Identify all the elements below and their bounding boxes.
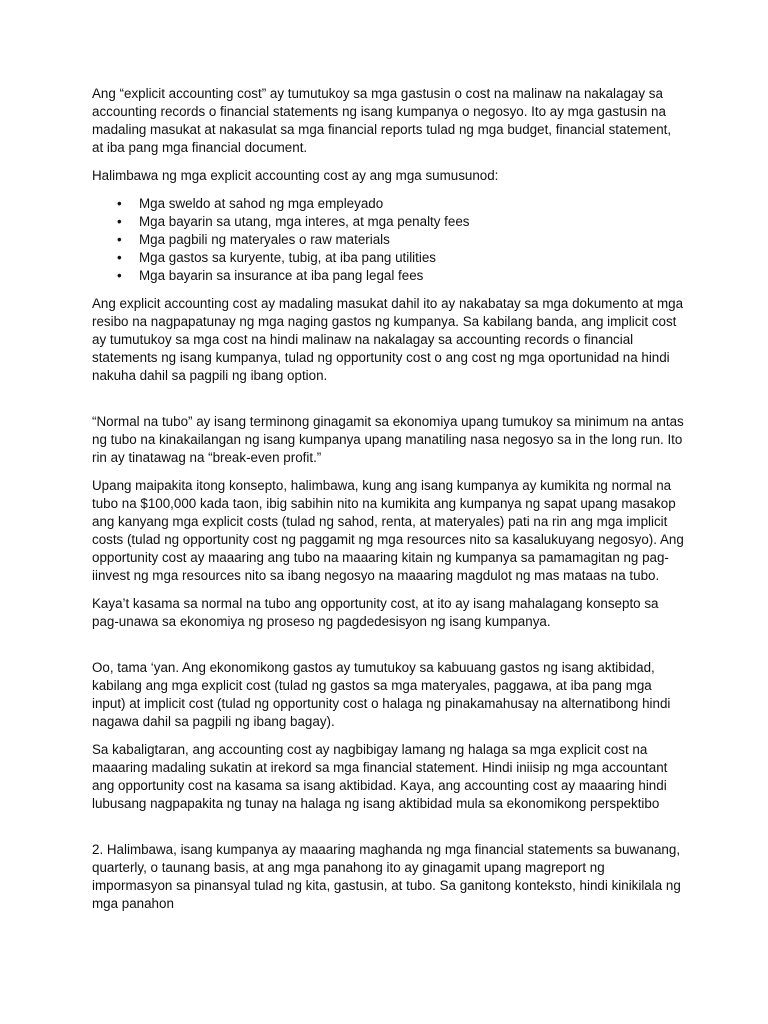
- list-item: • Mga bayarin sa utang, mga interes, at mga penalty fees: [117, 214, 470, 229]
- paragraph-economic-cost: Oo, tama ‘yan. Ang ekonomikong gastos ay tumutukoy sa kabuuang gastos ng isang aktibidad, kabilang ang mga explicit cost (tulad ng gastos sa mga materyales, paggawa, at iba pang mga input) at implicit cost (tulad ng opportunity cost o halaga ng pinakamahusay na alternatibong hindi nagawa dahil sa pagpili ng ibang bagay).: [92, 660, 671, 729]
- document-body: [92, 85, 684, 923]
- section-spacer: [92, 395, 684, 413]
- paragraph-explicit-vs-implicit: Ang explicit accounting cost ay madaling masukat dahil ito ay nakabatay sa mga dokumento at mga resibo na nagpapatunay ng mga naging gastos ng kumpanya. Sa kabilang banda, ang implicit cost ay tumutukoy sa mga cost na hindi malinaw na nakalagay sa accounting records o financial statements ng isang kumpanya, tulad ng opportunity cost o ang cost ng mga oportunidad na hindi nakuha dahil sa pagpili ng ibang option.: [92, 296, 684, 383]
- list-item: • Mga pagbili ng materyales o raw materials: [117, 232, 390, 247]
- paragraph-accounting-cost: Sa kabaligtaran, ang accounting cost ay nagbibigay lamang ng halaga sa mga explicit cost na maaaring madaling sukatin at irekord sa mga financial statement. Hindi iniisip ng mga accountant ang opportunity cost na kasama sa isang aktibidad. Kaya, ang accounting cost ay maaaring hindi lubusang nagpapakita ng tunay na halaga ng isang aktibidad mula sa ekonomikong perspektibo: [92, 742, 668, 811]
- list-item: • Mga gastos sa kuryente, tubig, at iba pang utilities: [117, 250, 437, 265]
- paragraph-normal-profit-definition: “Normal na tubo” ay isang terminong ginagamit sa ekonomiya upang tumukoy sa minimum na antas ng tubo na kinakailangan ng isang kumpanya upang manatiling nasa negosyo sa in the long run. Ito rin ay tinatawag na “break-even profit.”: [92, 414, 684, 465]
- paragraph-normal-profit-summary: Kaya’t kasama sa normal na tubo ang opportunity cost, at ito ay isang mahalagang konsepto sa pag-unawa sa ekonomiya ng proseso ng pagdedesisyon ng isang kumpanya.: [92, 596, 659, 629]
- paragraph-financial-statements-example: 2. Halimbawa, isang kumpanya ay maaaring maghanda ng mga financial statements sa buwanang, quarterly, o taunang basis, at ang mga panahong ito ay ginagamit upang magreport ng impormasyon sa pinansyal tulad ng kita, gastusin, at tubo. Sa ganitong konteksto, hindi kinikilala ng mga panahon: [92, 842, 681, 911]
- paragraph-examples-intro: Halimbawa ng mga explicit accounting cost ay ang mga sumusunod:: [92, 168, 499, 183]
- section-spacer: [92, 823, 684, 841]
- bullet-icon: •: [117, 196, 122, 211]
- list-item: • Mga sweldo at sahod ng mga empleyado: [117, 196, 384, 211]
- section-spacer: [92, 641, 684, 659]
- bullet-icon: •: [117, 232, 122, 247]
- bullet-icon: •: [117, 214, 122, 229]
- examples-bullet-list: [92, 195, 684, 285]
- paragraph-explicit-cost-definition: Ang “explicit accounting cost” ay tumutukoy sa mga gastusin o cost na malinaw na nakalagay sa accounting records o financial statements ng isang kumpanya o negosyo. Ito ay mga gastusin na madaling masukat at nakasulat sa mga financial reports tulad ng mga budget, financial statement, at iba pang mga financial document.: [92, 86, 672, 155]
- bullet-icon: •: [117, 268, 122, 283]
- list-item: • Mga bayarin sa insurance at iba pang legal fees: [117, 268, 424, 283]
- bullet-icon: •: [117, 250, 122, 265]
- paragraph-normal-profit-example: Upang maipakita itong konsepto, halimbawa, kung ang isang kumpanya ay kumikita ng normal na tubo na $100,000 kada taon, ibig sabihin nito na kumikita ang kumpanya ng sapat upang masakop ang kanyang mga explicit costs (tulad ng sahod, renta, at materyales) pati na rin ang mga implicit costs (tulad ng opportunity cost ng paggamit ng mga resources nito sa kasalukuyang negosyo). Ang opportunity cost ay maaaring ang tubo na maaaring kitain ng kumpanya sa pamamagitan ng pag-iinvest ng mga resources nito sa ibang negosyo na maaaring magdulot ng mas mataas na tubo.: [92, 478, 684, 583]
